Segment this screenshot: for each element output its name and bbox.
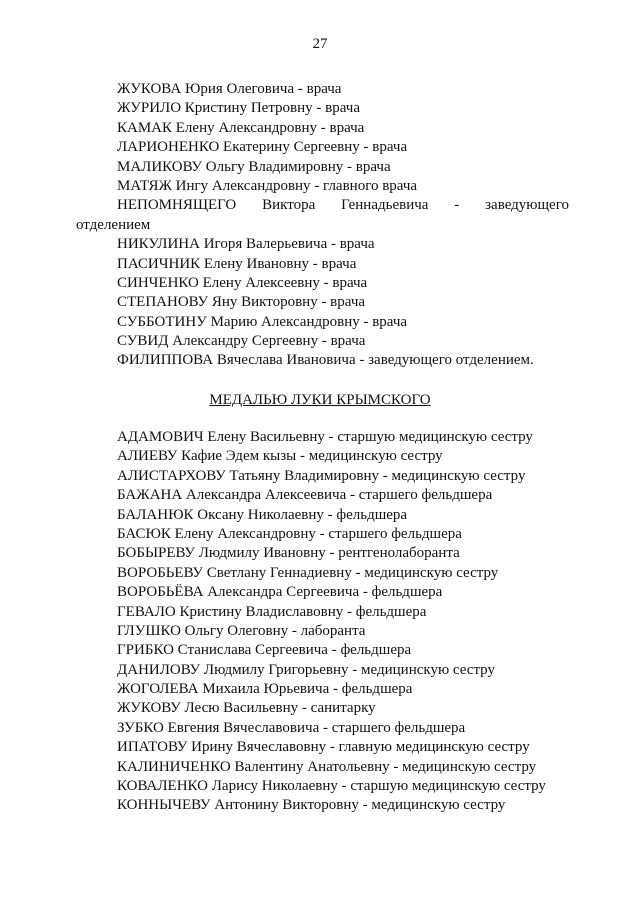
list-item: ЗУБКО Евгения Вячеславовича - старшего фельдшера	[117, 719, 466, 736]
list-item: СТЕПАНОВУ Яну Викторовну - врача	[117, 294, 366, 311]
word: заведующего	[485, 197, 569, 214]
word: Виктора	[262, 197, 316, 214]
list-item: НИКУЛИНА Игоря Валерьевича - врача	[117, 236, 375, 253]
award-list-2	[117, 428, 570, 816]
award-list-1	[76, 80, 570, 371]
list-item: БАСЮК Елену Александровну - старшего фельдшера	[117, 525, 462, 542]
list-item: СИНЧЕНКО Елену Алексеевну - врача	[117, 274, 368, 291]
section-heading: МЕДАЛЬЮ ЛУКИ КРЫМСКОГО	[209, 392, 431, 408]
list-item: ВОРОБЬЕВУ Светлану Геннадиевну - медицинскую сестру	[117, 564, 499, 581]
list-item: КОННЫЧЕВУ Антонину Викторовну - медицинскую сестру	[117, 797, 506, 814]
list-item: ВОРОБЬЁВА Александра Сергеевича - фельдшера	[117, 584, 443, 601]
word: НЕПОМНЯЩЕГО	[117, 197, 237, 214]
page-number: 27	[312, 36, 328, 52]
list-item-continuation: отделением	[76, 216, 151, 233]
list-item: ФИЛИППОВА Вячеслава Ивановича - заведующего отделением.	[117, 352, 534, 369]
list-item: БОБЫРЕВУ Людмилу Ивановну - рентгенолаборанта	[117, 545, 460, 562]
word: Геннадьевича	[341, 197, 429, 214]
list-item-justified	[117, 196, 569, 215]
list-item: КАЛИНИЧЕНКО Валентину Анатольевну - медицинскую сестру	[117, 758, 537, 775]
list-item: ЖУКОВА Юрия Олеговича - врача	[117, 81, 342, 97]
list-item: ГЛУШКО Ольгу Олеговну - лаборанта	[117, 622, 366, 639]
word: -	[454, 197, 460, 214]
list-item: ПАСИЧНИК Елену Ивановну - врача	[117, 255, 357, 272]
list-item: БАЖАНА Александра Алексеевича - старшего фельдшера	[117, 487, 493, 504]
list-item: АЛИЕВУ Кафие Эдем кызы - медицинскую сестру	[117, 448, 443, 465]
list-item: СУВИД Александру Сергеевну - врача	[117, 333, 366, 350]
list-item: ЛАРИОНЕНКО Екатерину Сергеевну - врача	[117, 139, 408, 156]
list-item: АДАМОВИЧ Елену Васильевну - старшую медицинскую сестру	[117, 429, 533, 445]
list-item: ЖУРИЛО Кристину Петровну - врача	[117, 100, 361, 117]
list-item: БАЛАНЮК Оксану Николаевну - фельдшера	[117, 506, 408, 523]
list-item: ЖУКОВУ Лесю Васильевну - санитарку	[117, 700, 376, 717]
list-item: МАТЯЖ Ингу Александровну - главного врача	[117, 177, 418, 194]
list-item: СУББОТИНУ Марию Александровну - врача	[117, 313, 408, 330]
list-item: КАМАК Елену Александровну - врача	[117, 119, 365, 136]
list-item: МАЛИКОВУ Ольгу Владимировну - врача	[117, 158, 391, 175]
list-item: КОВАЛЕНКО Ларису Николаевну - старшую медицинскую сестру	[117, 778, 546, 795]
list-item: ДАНИЛОВУ Людмилу Григорьевну - медицинскую сестру	[117, 661, 495, 678]
list-item: АЛИСТАРХОВУ Татьяну Владимировну - медицинскую сестру	[117, 467, 526, 484]
list-item: ГЕВАЛО Кристину Владиславовну - фельдшера	[117, 603, 427, 620]
list-item: ГРИБКО Станислава Сергеевича - фельдшера	[117, 642, 412, 659]
list-item: ЖОГОЛЕВА Михаила Юрьевича - фельдшера	[117, 681, 413, 698]
list-item: ИПАТОВУ Ирину Вячеславовну - главную медицинскую сестру	[117, 739, 530, 756]
